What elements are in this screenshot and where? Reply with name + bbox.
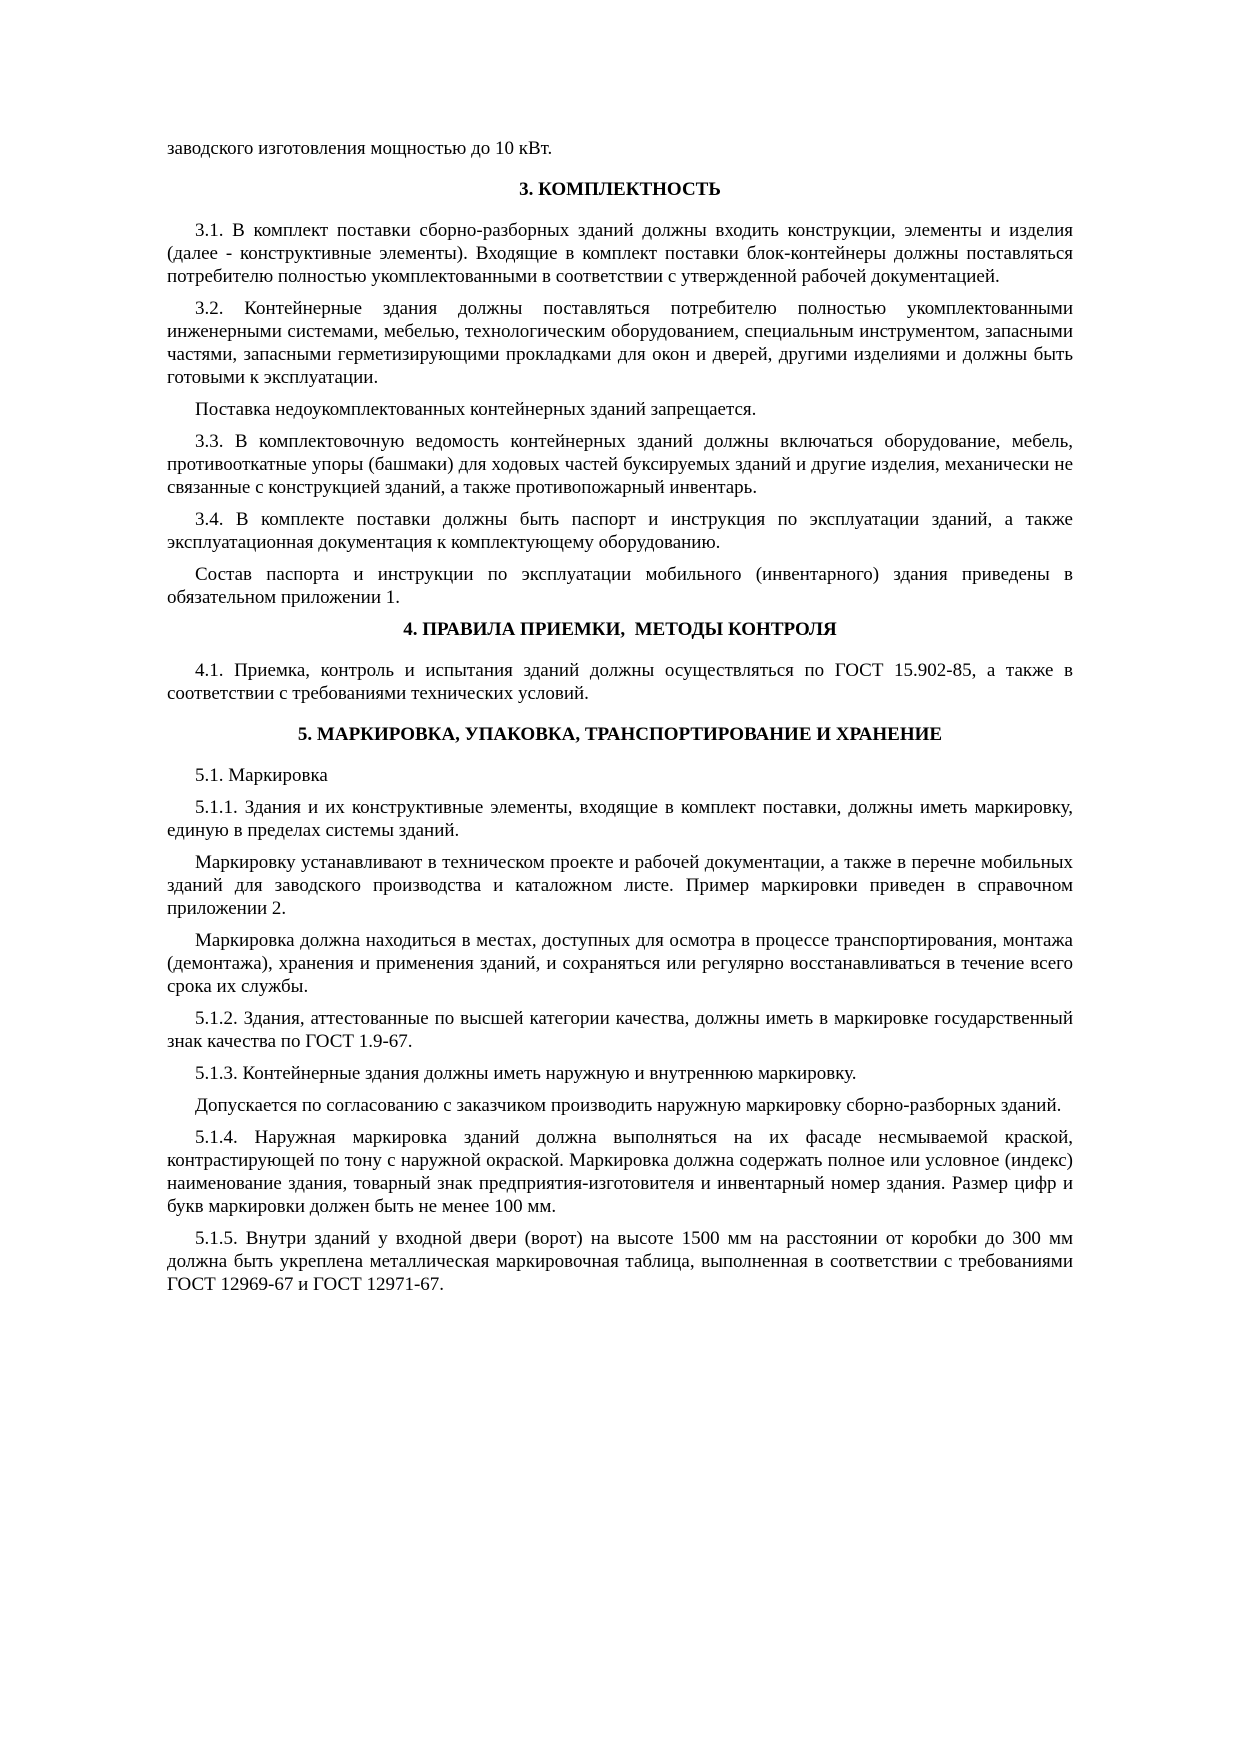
paragraph-3-3: 3.3. В комплектовочную ведомость контейнерных зданий должны включаться оборудование, мебель, противооткатные упоры (башмаки) для ходовых частей буксируемых зданий и другие изделия, механически не связанные с конструкцией зданий, а также противопожарный инвентарь.: [167, 431, 1073, 498]
paragraph-5-1: 5.1. Маркировка: [195, 765, 328, 786]
heading-section-5: 5. МАРКИРОВКА, УПАКОВКА, ТРАНСПОРТИРОВАНИЕ И ХРАНЕНИЕ: [297, 724, 943, 745]
paragraph-3-4-note: Состав паспорта и инструкции по эксплуатации мобильного (инвентарного) здания приведены в обязательном приложении 1.: [167, 564, 1073, 608]
paragraph-5-1-1: 5.1.1. Здания и их конструктивные элементы, входящие в комплект поставки, должны иметь маркировку, единую в пределах системы зданий.: [167, 797, 1073, 841]
paragraph-4-1: 4.1. Приемка, контроль и испытания зданий должны осуществляться по ГОСТ 15.902-85, а также в соответствии с требованиями технических условий.: [167, 660, 1073, 704]
paragraph-3-4: 3.4. В комплекте поставки должны быть паспорт и инструкция по эксплуатации зданий, а также эксплуатационная документация к комплектующему оборудованию.: [167, 509, 1073, 553]
paragraph-5-1-1-note-a: Маркировку устанавливают в техническом проекте и рабочей документации, а также в перечне мобильных зданий для заводского производства и каталожном листе. Пример маркировки приведен в справочном приложении 2.: [167, 852, 1073, 919]
heading-section-4: 4. ПРАВИЛА ПРИЕМКИ, МЕТОДЫ КОНТРОЛЯ: [403, 619, 837, 640]
paragraph-3-2-note: Поставка недоукомплектованных контейнерных зданий запрещается.: [195, 399, 757, 420]
paragraph-5-1-4: 5.1.4. Наружная маркировка зданий должна выполняться на их фасаде несмываемой краской, контрастирующей по тону с наружной окраской. Маркировка должна содержать полное или условное (индекс) наименование здания, товарный знак предприятия-изготовителя и инвентарный номер здания. Размер цифр и букв маркировки должен быть не менее 100 мм.: [167, 1127, 1073, 1217]
heading-section-3: 3. КОМПЛЕКТНОСТЬ: [519, 179, 721, 200]
paragraph-3-1: 3.1. В комплект поставки сборно-разборных зданий должны входить конструкции, элементы и изделия (далее - конструктивные элементы). Входящие в комплект поставки блок-контейнеры должны поставляться потребителю полностью укомплектованными в соответствии с утвержденной рабочей документацией.: [167, 220, 1073, 287]
paragraph-5-1-1-note-b: Маркировка должна находиться в местах, доступных для осмотра в процессе транспортирования, монтажа (демонтажа), хранения и применения зданий, и сохраняться или регулярно восстанавливаться в течение всего срока их службы.: [167, 930, 1073, 997]
paragraph-5-1-5: 5.1.5. Внутри зданий у входной двери (ворот) на высоте 1500 мм на расстоянии от коробки до 300 мм должна быть укреплена металлическая маркировочная таблица, выполненная в соответствии с требованиями ГОСТ 12969-67 и ГОСТ 12971-67.: [167, 1228, 1073, 1295]
paragraph-5-1-3: 5.1.3. Контейнерные здания должны иметь наружную и внутреннюю маркировку.: [195, 1063, 857, 1084]
paragraph-5-1-3-note: Допускается по согласованию с заказчиком производить наружную маркировку сборно-разборных зданий.: [195, 1095, 1062, 1116]
paragraph-3-2: 3.2. Контейнерные здания должны поставляться потребителю полностью укомплектованными инженерными системами, мебелью, технологическим оборудованием, специальным инструментом, запасными частями, запасными герметизирующими прокладками для окон и дверей, другими изделиями и должны быть готовыми к эксплуатации.: [167, 298, 1073, 388]
paragraph-5-1-2: 5.1.2. Здания, аттестованные по высшей категории качества, должны иметь в маркировке государственный знак качества по ГОСТ 1.9-67.: [167, 1008, 1073, 1052]
paragraph-continuation: заводского изготовления мощностью до 10 кВт.: [167, 138, 553, 159]
